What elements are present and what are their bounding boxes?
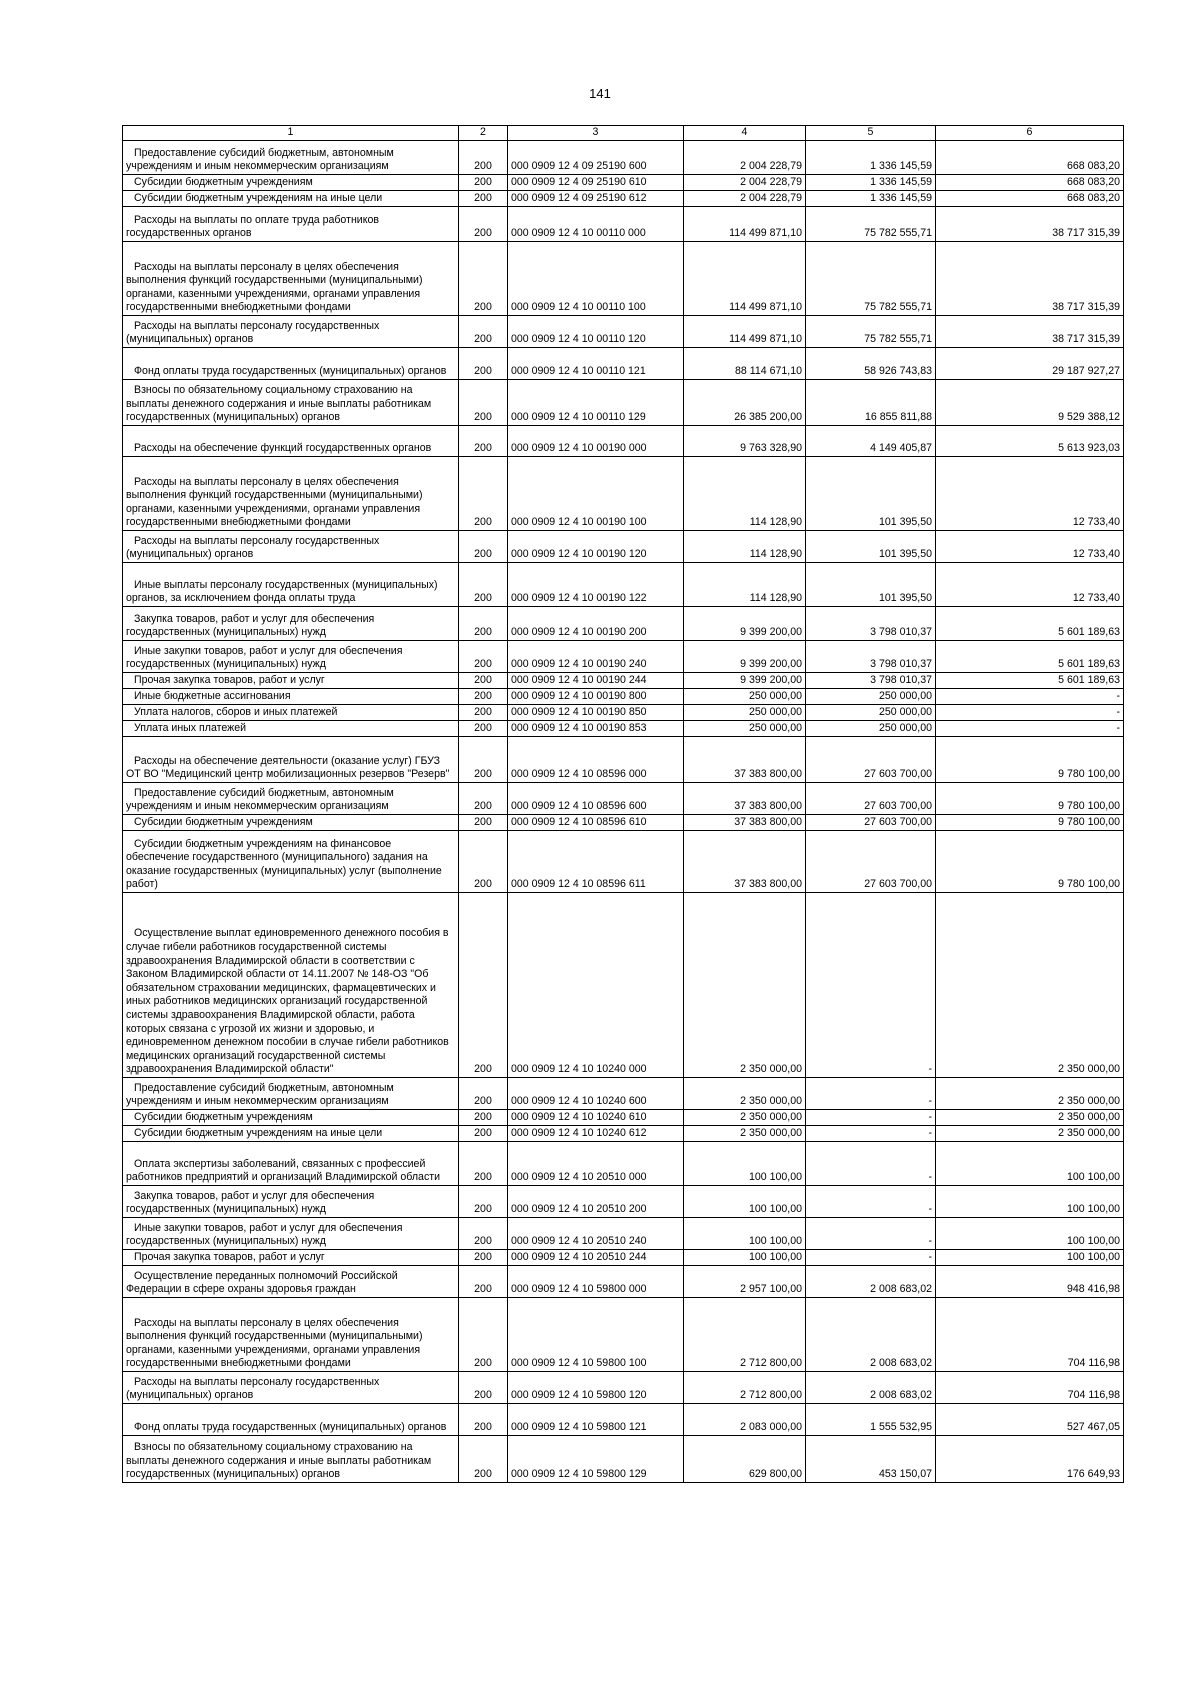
row-col4-cell: 37 383 800,00 <box>684 831 806 893</box>
row-col5-cell: 101 395,50 <box>806 563 936 607</box>
table-row <box>123 316 1124 348</box>
row-code-cell: 200 <box>459 783 508 815</box>
table-row <box>123 426 1124 457</box>
row-name-cell <box>123 316 459 348</box>
table-row <box>123 1266 1124 1298</box>
row-col6-cell: 100 100,00 <box>936 1142 1124 1186</box>
row-name-text: Расходы на обеспечение функций государственных органов <box>134 442 432 455</box>
page-number: 141 <box>589 86 611 101</box>
row-col4-cell: 2 083 000,00 <box>684 1404 806 1436</box>
row-kbk-cell: 000 0909 12 4 10 10240 610 <box>508 1110 684 1126</box>
table-row <box>123 1250 1124 1266</box>
row-code-cell: 200 <box>459 1078 508 1110</box>
row-name-cell <box>123 191 459 207</box>
row-code-cell: 200 <box>459 563 508 607</box>
row-col6-cell: 12 733,40 <box>936 563 1124 607</box>
row-col6-cell: 12 733,40 <box>936 457 1124 531</box>
row-col6-cell: 668 083,20 <box>936 141 1124 175</box>
row-col4-cell: 37 383 800,00 <box>684 783 806 815</box>
row-name-text: Предоставление субсидий бюджетным, автономным учреждениям и иным некоммерческим организациям <box>126 146 394 173</box>
row-name-text: Расходы на обеспечение деятельности (оказание услуг) ГБУЗ ОТ ВО "Медицинский центр мобилизационных резервов "Резерв" <box>126 754 450 781</box>
row-col4-cell: 2 712 800,00 <box>684 1298 806 1372</box>
row-col6-cell: 100 100,00 <box>936 1218 1124 1250</box>
row-code-cell: 200 <box>459 207 508 242</box>
row-name-text: Взносы по обязательному социальному страхованию на выплаты денежного содержания и иные выплаты работникам государственных (муниципальных) органов <box>126 384 432 424</box>
row-name-cell <box>123 1266 459 1298</box>
row-name-cell <box>123 380 459 426</box>
row-col5-cell: 250 000,00 <box>806 721 936 737</box>
row-code-cell: 200 <box>459 1218 508 1250</box>
table-row <box>123 1404 1124 1436</box>
row-name-cell <box>123 737 459 783</box>
row-name-cell <box>123 1372 459 1404</box>
row-col6-cell: 5 601 189,63 <box>936 673 1124 689</box>
row-kbk-cell: 000 0909 12 4 10 08596 611 <box>508 831 684 893</box>
row-col6-cell: 2 350 000,00 <box>936 893 1124 1078</box>
row-col5-cell: 75 782 555,71 <box>806 207 936 242</box>
row-col4-cell: 114 128,90 <box>684 531 806 563</box>
row-col6-cell: 176 649,93 <box>936 1436 1124 1483</box>
table-row <box>123 191 1124 207</box>
row-col6-cell: - <box>936 689 1124 705</box>
header-col-1: 1 <box>123 126 459 141</box>
row-col6-cell: 9 529 388,12 <box>936 380 1124 426</box>
row-col6-cell: 704 116,98 <box>936 1372 1124 1404</box>
row-name-text: Субсидии бюджетным учреждениям на финансовое обеспечение государственного (муниципального) задания на оказание государственных (муниципальных) услуг (выполнение работ) <box>126 837 442 891</box>
header-col-5: 5 <box>806 126 936 141</box>
row-name-cell <box>123 1404 459 1436</box>
row-col6-cell: 5 601 189,63 <box>936 607 1124 641</box>
header-row <box>123 126 1124 141</box>
row-name-text: Закупка товаров, работ и услуг для обеспечения государственных (муниципальных) нужд <box>126 612 375 639</box>
row-kbk-cell: 000 0909 12 4 10 20510 200 <box>508 1186 684 1218</box>
row-kbk-cell: 000 0909 12 4 10 59800 100 <box>508 1298 684 1372</box>
row-name-cell <box>123 1436 459 1483</box>
row-name-text: Расходы на выплаты персоналу государственных (муниципальных) органов <box>126 1375 380 1402</box>
row-col4-cell: 2 004 228,79 <box>684 141 806 175</box>
row-name-cell <box>123 242 459 316</box>
row-kbk-cell: 000 0909 12 4 10 00110 129 <box>508 380 684 426</box>
row-col6-cell: 29 187 927,27 <box>936 348 1124 380</box>
row-col6-cell: 38 717 315,39 <box>936 242 1124 316</box>
row-col5-cell: 453 150,07 <box>806 1436 936 1483</box>
row-code-cell: 200 <box>459 815 508 831</box>
row-kbk-cell: 000 0909 12 4 10 20510 000 <box>508 1142 684 1186</box>
row-col5-cell: 75 782 555,71 <box>806 242 936 316</box>
row-kbk-cell: 000 0909 12 4 10 08596 000 <box>508 737 684 783</box>
table-row <box>123 457 1124 531</box>
row-col4-cell: 629 800,00 <box>684 1436 806 1483</box>
row-kbk-cell: 000 0909 12 4 10 00190 120 <box>508 531 684 563</box>
row-col5-cell: - <box>806 1110 936 1126</box>
row-kbk-cell: 000 0909 12 4 10 59800 129 <box>508 1436 684 1483</box>
row-name-text: Расходы на выплаты по оплате труда работников государственных органов <box>126 213 379 240</box>
row-kbk-cell: 000 0909 12 4 10 59800 120 <box>508 1372 684 1404</box>
row-col4-cell: 100 100,00 <box>684 1142 806 1186</box>
row-col6-cell: 100 100,00 <box>936 1186 1124 1218</box>
row-name-cell <box>123 1186 459 1218</box>
row-name-text: Расходы на выплаты персоналу государственных (муниципальных) органов <box>126 319 380 346</box>
row-code-cell: 200 <box>459 1266 508 1298</box>
row-name-text: Уплата налогов, сборов и иных платежей <box>134 706 338 719</box>
row-kbk-cell: 000 0909 12 4 09 25190 600 <box>508 141 684 175</box>
row-code-cell: 200 <box>459 426 508 457</box>
row-col5-cell: 1 336 145,59 <box>806 175 936 191</box>
row-col5-cell: - <box>806 1126 936 1142</box>
row-col6-cell: 9 780 100,00 <box>936 737 1124 783</box>
row-kbk-cell: 000 0909 12 4 10 00110 121 <box>508 348 684 380</box>
row-name-cell <box>123 641 459 673</box>
row-col4-cell: 100 100,00 <box>684 1218 806 1250</box>
row-col5-cell: - <box>806 1142 936 1186</box>
row-col5-cell: 27 603 700,00 <box>806 737 936 783</box>
row-col4-cell: 26 385 200,00 <box>684 380 806 426</box>
row-name-cell <box>123 563 459 607</box>
row-kbk-cell: 000 0909 12 4 09 25190 610 <box>508 175 684 191</box>
row-col5-cell: 101 395,50 <box>806 531 936 563</box>
row-col5-cell: 75 782 555,71 <box>806 316 936 348</box>
row-name-text: Расходы на выплаты персоналу в целях обеспечения выполнения функций государственными (муниципальными) органами, казенными учреждениями, органами управления государственными внебюджетными фондами <box>126 475 423 529</box>
table-row <box>123 1218 1124 1250</box>
row-col4-cell: 114 128,90 <box>684 563 806 607</box>
row-kbk-cell: 000 0909 12 4 10 00110 000 <box>508 207 684 242</box>
row-name-cell <box>123 141 459 175</box>
row-name-cell <box>123 531 459 563</box>
table-row <box>123 380 1124 426</box>
row-name-cell <box>123 673 459 689</box>
row-name-text: Расходы на выплаты персоналу в целях обеспечения выполнения функций государственными (муниципальными) органами, казенными учреждениями, органами управления государственными внебюджетными фондами <box>126 260 423 314</box>
table-row <box>123 207 1124 242</box>
table-row <box>123 1078 1124 1110</box>
row-col4-cell: 100 100,00 <box>684 1186 806 1218</box>
row-name-text: Предоставление субсидий бюджетным, автономным учреждениям и иным некоммерческим организациям <box>126 786 394 813</box>
row-name-text: Фонд оплаты труда государственных (муниципальных) органов <box>134 1421 447 1434</box>
row-col5-cell: 1 555 532,95 <box>806 1404 936 1436</box>
row-col5-cell: 250 000,00 <box>806 705 936 721</box>
row-code-cell: 200 <box>459 141 508 175</box>
row-name-cell <box>123 426 459 457</box>
table-row <box>123 831 1124 893</box>
row-code-cell: 200 <box>459 1372 508 1404</box>
row-code-cell: 200 <box>459 689 508 705</box>
row-col5-cell: 3 798 010,37 <box>806 673 936 689</box>
row-col4-cell: 88 114 671,10 <box>684 348 806 380</box>
row-name-cell <box>123 457 459 531</box>
row-col5-cell: - <box>806 1218 936 1250</box>
table-row <box>123 815 1124 831</box>
row-name-text: Уплата иных платежей <box>134 722 246 735</box>
row-col6-cell: 38 717 315,39 <box>936 316 1124 348</box>
row-code-cell: 200 <box>459 831 508 893</box>
row-name-cell <box>123 831 459 893</box>
row-code-cell: 200 <box>459 1126 508 1142</box>
row-col4-cell: 250 000,00 <box>684 705 806 721</box>
row-col4-cell: 2 350 000,00 <box>684 893 806 1078</box>
row-col4-cell: 2 350 000,00 <box>684 1078 806 1110</box>
row-col4-cell: 2 350 000,00 <box>684 1110 806 1126</box>
row-col5-cell: - <box>806 1250 936 1266</box>
row-name-text: Расходы на выплаты персоналу государственных (муниципальных) органов <box>126 534 380 561</box>
row-name-text: Иные закупки товаров, работ и услуг для обеспечения государственных (муниципальных) нужд <box>126 644 403 671</box>
row-name-cell <box>123 705 459 721</box>
row-col5-cell: - <box>806 1186 936 1218</box>
row-code-cell: 200 <box>459 721 508 737</box>
table-row <box>123 1126 1124 1142</box>
row-col5-cell: 3 798 010,37 <box>806 641 936 673</box>
row-col4-cell: 2 004 228,79 <box>684 191 806 207</box>
row-col6-cell: 12 733,40 <box>936 531 1124 563</box>
table-row <box>123 141 1124 175</box>
row-name-cell <box>123 1110 459 1126</box>
row-name-text: Иные выплаты персоналу государственных (муниципальных) органов, за исключением фонда оплаты труда <box>126 578 438 605</box>
table-row <box>123 531 1124 563</box>
row-name-text: Субсидии бюджетным учреждениям на иные цели <box>134 1127 383 1140</box>
row-name-cell <box>123 721 459 737</box>
row-code-cell: 200 <box>459 1436 508 1483</box>
row-col5-cell: 3 798 010,37 <box>806 607 936 641</box>
row-name-text: Закупка товаров, работ и услуг для обеспечения государственных (муниципальных) нужд <box>126 1189 375 1216</box>
table-row <box>123 641 1124 673</box>
row-name-cell <box>123 1142 459 1186</box>
row-col4-cell: 114 499 871,10 <box>684 316 806 348</box>
row-kbk-cell: 000 0909 12 4 10 59800 121 <box>508 1404 684 1436</box>
row-name-text: Предоставление субсидий бюджетным, автономным учреждениям и иным некоммерческим организациям <box>126 1081 394 1108</box>
row-kbk-cell: 000 0909 12 4 10 00190 853 <box>508 721 684 737</box>
header-col-6: 6 <box>936 126 1124 141</box>
row-col4-cell: 2 350 000,00 <box>684 1126 806 1142</box>
table-row <box>123 1186 1124 1218</box>
row-name-text: Прочая закупка товаров, работ и услуг <box>134 1251 325 1264</box>
row-kbk-cell: 000 0909 12 4 10 10240 612 <box>508 1126 684 1142</box>
row-col5-cell: 2 008 683,02 <box>806 1266 936 1298</box>
row-code-cell: 200 <box>459 316 508 348</box>
table-row <box>123 673 1124 689</box>
row-col6-cell: 5 613 923,03 <box>936 426 1124 457</box>
row-kbk-cell: 000 0909 12 4 09 25190 612 <box>508 191 684 207</box>
row-name-text: Взносы по обязательному социальному страхованию на выплаты денежного содержания и иные выплаты работникам государственных (муниципальных) органов <box>126 1441 432 1481</box>
row-col4-cell: 114 499 871,10 <box>684 207 806 242</box>
row-col4-cell: 9 763 328,90 <box>684 426 806 457</box>
row-code-cell: 200 <box>459 1186 508 1218</box>
row-kbk-cell: 000 0909 12 4 10 00190 100 <box>508 457 684 531</box>
row-name-text: Фонд оплаты труда государственных (муниципальных) органов <box>134 365 447 378</box>
row-col6-cell: 527 467,05 <box>936 1404 1124 1436</box>
row-col6-cell: - <box>936 721 1124 737</box>
row-code-cell: 200 <box>459 673 508 689</box>
row-code-cell: 200 <box>459 1110 508 1126</box>
row-name-cell <box>123 1126 459 1142</box>
table-row <box>123 348 1124 380</box>
row-kbk-cell: 000 0909 12 4 10 00190 200 <box>508 607 684 641</box>
row-col6-cell: 9 780 100,00 <box>936 783 1124 815</box>
table-row <box>123 737 1124 783</box>
row-col5-cell: 2 008 683,02 <box>806 1372 936 1404</box>
row-col4-cell: 2 004 228,79 <box>684 175 806 191</box>
row-col5-cell: 27 603 700,00 <box>806 831 936 893</box>
row-code-cell: 200 <box>459 705 508 721</box>
row-name-cell <box>123 1218 459 1250</box>
row-code-cell: 200 <box>459 191 508 207</box>
row-col6-cell: 9 780 100,00 <box>936 815 1124 831</box>
row-col4-cell: 250 000,00 <box>684 721 806 737</box>
row-kbk-cell: 000 0909 12 4 10 10240 000 <box>508 893 684 1078</box>
row-name-cell <box>123 1250 459 1266</box>
row-name-cell <box>123 1298 459 1372</box>
row-name-cell <box>123 893 459 1078</box>
row-col6-cell: 2 350 000,00 <box>936 1078 1124 1110</box>
table-row <box>123 607 1124 641</box>
row-code-cell: 200 <box>459 242 508 316</box>
row-col6-cell: 9 780 100,00 <box>936 831 1124 893</box>
row-code-cell: 200 <box>459 1404 508 1436</box>
row-col6-cell: 704 116,98 <box>936 1298 1124 1372</box>
row-kbk-cell: 000 0909 12 4 10 00190 800 <box>508 689 684 705</box>
row-kbk-cell: 000 0909 12 4 10 08596 600 <box>508 783 684 815</box>
row-code-cell: 200 <box>459 531 508 563</box>
row-kbk-cell: 000 0909 12 4 10 20510 240 <box>508 1218 684 1250</box>
row-col4-cell: 9 399 200,00 <box>684 673 806 689</box>
row-col4-cell: 2 712 800,00 <box>684 1372 806 1404</box>
table-row <box>123 1436 1124 1483</box>
row-kbk-cell: 000 0909 12 4 10 00190 850 <box>508 705 684 721</box>
row-code-cell: 200 <box>459 380 508 426</box>
row-kbk-cell: 000 0909 12 4 10 10240 600 <box>508 1078 684 1110</box>
row-name-cell <box>123 607 459 641</box>
row-col5-cell: 27 603 700,00 <box>806 815 936 831</box>
row-col6-cell: 100 100,00 <box>936 1250 1124 1266</box>
row-col5-cell: 1 336 145,59 <box>806 141 936 175</box>
row-col5-cell: 101 395,50 <box>806 457 936 531</box>
row-col6-cell: - <box>936 705 1124 721</box>
row-kbk-cell: 000 0909 12 4 10 59800 000 <box>508 1266 684 1298</box>
table-row <box>123 705 1124 721</box>
row-col5-cell: - <box>806 1078 936 1110</box>
row-col5-cell: - <box>806 893 936 1078</box>
row-name-text: Оплата экспертизы заболеваний, связанных с профессией работников предприятий и организаций Владимирской области <box>126 1157 441 1184</box>
table-row <box>123 1142 1124 1186</box>
row-name-text: Осуществление выплат единовременного денежного пособия в случае гибели работников государственной системы здравоохранения Владимирской области в соответствии с Законом Владимирской области от 14.11.2007 № 148-ОЗ "Об обязательном страховании медицинских, фармацевтических и иных работников медицинских организаций государственной системы здравоохранения Владимирской области, работа которых связана с угрозой их жизни и здоровью, и единовременном денежном пособии в случае гибели работников медицинских организаций государственной системы здравоохранения Владимирской области" <box>126 927 449 1076</box>
table-row <box>123 175 1124 191</box>
row-col5-cell: 27 603 700,00 <box>806 783 936 815</box>
row-kbk-cell: 000 0909 12 4 10 08596 610 <box>508 815 684 831</box>
row-col6-cell: 2 350 000,00 <box>936 1110 1124 1126</box>
row-col4-cell: 37 383 800,00 <box>684 737 806 783</box>
row-col6-cell: 38 717 315,39 <box>936 207 1124 242</box>
row-col5-cell: 1 336 145,59 <box>806 191 936 207</box>
row-code-cell: 200 <box>459 641 508 673</box>
row-col4-cell: 9 399 200,00 <box>684 607 806 641</box>
row-code-cell: 200 <box>459 457 508 531</box>
table-row <box>123 563 1124 607</box>
table-row <box>123 1372 1124 1404</box>
row-name-cell <box>123 207 459 242</box>
table-row <box>123 783 1124 815</box>
row-name-text: Субсидии бюджетным учреждениям <box>134 176 313 189</box>
row-kbk-cell: 000 0909 12 4 10 00110 120 <box>508 316 684 348</box>
row-name-text: Прочая закупка товаров, работ и услуг <box>134 674 325 687</box>
table-row <box>123 893 1124 1078</box>
row-col6-cell: 2 350 000,00 <box>936 1126 1124 1142</box>
row-kbk-cell: 000 0909 12 4 10 20510 244 <box>508 1250 684 1266</box>
row-name-cell <box>123 783 459 815</box>
header-col-3: 3 <box>508 126 684 141</box>
row-name-cell <box>123 689 459 705</box>
row-code-cell: 200 <box>459 175 508 191</box>
row-kbk-cell: 000 0909 12 4 10 00110 100 <box>508 242 684 316</box>
table-row <box>123 1110 1124 1126</box>
row-code-cell: 200 <box>459 1142 508 1186</box>
row-name-text: Расходы на выплаты персоналу в целях обеспечения выполнения функций государственными (муниципальными) органами, казенными учреждениями, органами управления государственными внебюджетными фондами <box>126 1316 423 1370</box>
row-col6-cell: 5 601 189,63 <box>936 641 1124 673</box>
row-name-text: Иные закупки товаров, работ и услуг для обеспечения государственных (муниципальных) нужд <box>126 1221 403 1248</box>
row-code-cell: 200 <box>459 893 508 1078</box>
row-col6-cell: 668 083,20 <box>936 175 1124 191</box>
row-name-cell <box>123 348 459 380</box>
row-col4-cell: 100 100,00 <box>684 1250 806 1266</box>
row-code-cell: 200 <box>459 348 508 380</box>
header-col-2: 2 <box>459 126 508 141</box>
row-col4-cell: 2 957 100,00 <box>684 1266 806 1298</box>
row-code-cell: 200 <box>459 1250 508 1266</box>
row-col5-cell: 4 149 405,87 <box>806 426 936 457</box>
table-row <box>123 689 1124 705</box>
table-row <box>123 242 1124 316</box>
row-name-cell <box>123 1078 459 1110</box>
row-kbk-cell: 000 0909 12 4 10 00190 000 <box>508 426 684 457</box>
table-row <box>123 721 1124 737</box>
row-col5-cell: 58 926 743,83 <box>806 348 936 380</box>
row-name-text: Субсидии бюджетным учреждениям <box>134 816 313 829</box>
row-code-cell: 200 <box>459 607 508 641</box>
row-name-text: Иные бюджетные ассигнования <box>134 690 291 703</box>
row-col4-cell: 114 499 871,10 <box>684 242 806 316</box>
row-col4-cell: 114 128,90 <box>684 457 806 531</box>
row-kbk-cell: 000 0909 12 4 10 00190 244 <box>508 673 684 689</box>
table-row <box>123 1298 1124 1372</box>
header-col-4: 4 <box>684 126 806 141</box>
row-name-text: Осуществление переданных полномочий Российской Федерации в сфере охраны здоровья граждан <box>126 1269 398 1296</box>
row-col6-cell: 668 083,20 <box>936 191 1124 207</box>
row-col6-cell: 948 416,98 <box>936 1266 1124 1298</box>
row-name-text: Субсидии бюджетным учреждениям <box>134 1111 313 1124</box>
row-kbk-cell: 000 0909 12 4 10 00190 240 <box>508 641 684 673</box>
row-code-cell: 200 <box>459 737 508 783</box>
row-col5-cell: 2 008 683,02 <box>806 1298 936 1372</box>
row-col5-cell: 250 000,00 <box>806 689 936 705</box>
row-name-cell <box>123 175 459 191</box>
row-name-text: Субсидии бюджетным учреждениям на иные цели <box>134 192 383 205</box>
row-name-cell <box>123 815 459 831</box>
row-col4-cell: 9 399 200,00 <box>684 641 806 673</box>
row-col4-cell: 37 383 800,00 <box>684 815 806 831</box>
budget-table <box>122 125 1124 1483</box>
row-code-cell: 200 <box>459 1298 508 1372</box>
row-col5-cell: 16 855 811,88 <box>806 380 936 426</box>
row-col4-cell: 250 000,00 <box>684 689 806 705</box>
row-kbk-cell: 000 0909 12 4 10 00190 122 <box>508 563 684 607</box>
